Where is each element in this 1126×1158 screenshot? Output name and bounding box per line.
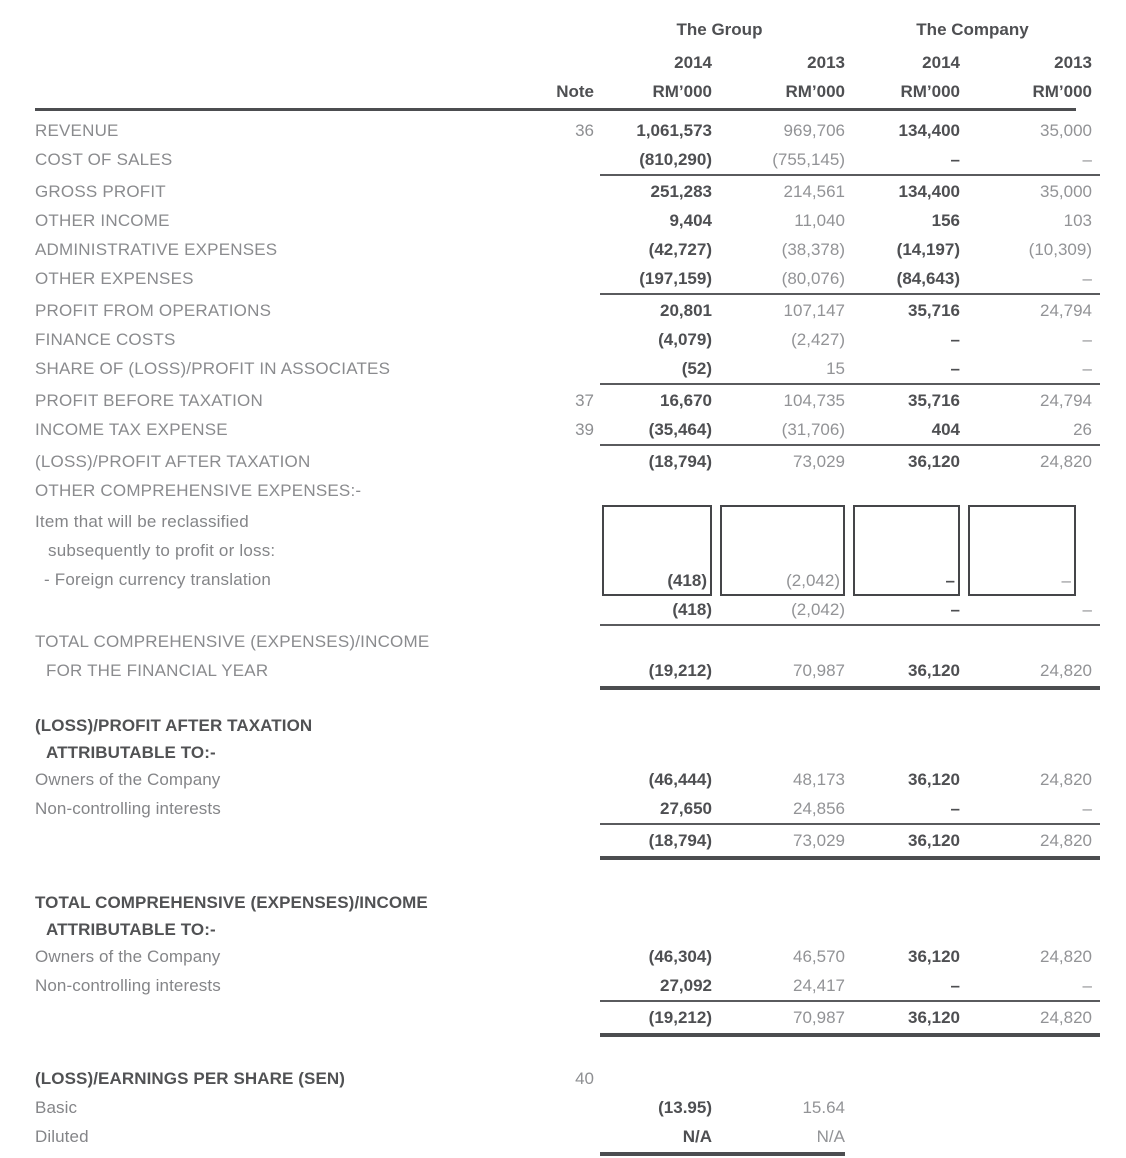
total-rule	[600, 856, 1100, 860]
value-cell: 214,561	[783, 181, 845, 201]
value-cell: (197,159)	[639, 268, 712, 288]
value-cell: –	[1082, 358, 1092, 378]
row-label: (LOSS)/PROFIT AFTER TAXATION	[35, 451, 311, 471]
value-cell: –	[1082, 329, 1092, 349]
value-box-cell	[845, 505, 960, 596]
table-row	[35, 888, 1126, 917]
value-cell: N/A	[816, 1126, 845, 1146]
table-row	[35, 627, 1126, 656]
table-row	[35, 235, 1126, 264]
value-cell: 24,820	[1040, 830, 1092, 850]
header-group-row	[35, 12, 1126, 48]
section-heading: ATTRIBUTABLE TO:-	[46, 919, 216, 939]
value-cell: (19,212)	[648, 660, 712, 680]
table-row	[35, 826, 1126, 855]
section-heading: (LOSS)/PROFIT AFTER TAXATION	[35, 715, 313, 735]
column-rule	[600, 293, 1100, 295]
value-cell: (18,794)	[648, 830, 712, 850]
table-row	[35, 1003, 1126, 1032]
value-cell: 36,120	[908, 1007, 960, 1027]
value-cell: (810,290)	[639, 149, 712, 169]
row-label: Diluted	[35, 1126, 89, 1146]
table-row	[35, 1122, 1126, 1151]
value-cell: 24,820	[1040, 451, 1092, 471]
value-cell: –	[1082, 268, 1092, 288]
table-row	[35, 740, 1126, 765]
value-cell: 70,987	[793, 1007, 845, 1027]
section-heading: (LOSS)/EARNINGS PER SHARE (SEN)	[35, 1068, 346, 1088]
row-label: FINANCE COSTS	[35, 329, 176, 349]
row-label: PROFIT BEFORE TAXATION	[35, 390, 263, 410]
row-label: Basic	[35, 1097, 78, 1117]
note-value: 40	[575, 1068, 594, 1088]
value-cell: N/A	[682, 1126, 712, 1146]
column-rule	[600, 624, 1100, 626]
value-box	[602, 505, 712, 596]
value-cell: 24,856	[793, 798, 845, 818]
table-row	[35, 386, 1126, 415]
year-header: 2014	[674, 52, 712, 72]
value-cell: 24,794	[1040, 390, 1092, 410]
value-cell: 104,735	[783, 390, 845, 410]
value-cell: 24,820	[1040, 660, 1092, 680]
value-cell: 16,670	[660, 390, 712, 410]
value-cell: 20,801	[660, 300, 712, 320]
table-header	[35, 12, 1126, 116]
value-cell: 35,716	[908, 300, 960, 320]
unit-header: RM’000	[652, 81, 712, 101]
value-cell: –	[945, 571, 955, 590]
table-row	[35, 971, 1126, 1000]
value-cell: (42,727)	[648, 239, 712, 259]
value-cell: 9,404	[669, 210, 712, 230]
table-row	[35, 1064, 1126, 1093]
value-cell: (19,212)	[648, 1007, 712, 1027]
row-label: OTHER INCOME	[35, 210, 170, 230]
value-cell: (418)	[667, 571, 707, 590]
group-header: The Group	[676, 20, 763, 39]
value-cell: (18,794)	[648, 451, 712, 471]
value-cell: (52)	[681, 358, 712, 378]
value-cell: 36,120	[908, 660, 960, 680]
value-box	[853, 505, 960, 596]
value-cell: 35,000	[1040, 181, 1092, 201]
table-row	[35, 177, 1126, 206]
column-rule	[600, 823, 1100, 825]
value-cell: 24,794	[1040, 300, 1092, 320]
value-cell: 36,120	[908, 946, 960, 966]
row-label: COST OF SALES	[35, 149, 173, 169]
column-rule	[600, 1000, 1100, 1002]
unit-header: RM’000	[1032, 81, 1092, 101]
unit-header: RM’000	[900, 81, 960, 101]
row-label: TOTAL COMPREHENSIVE (EXPENSES)/INCOME	[35, 631, 430, 651]
value-box-cell	[712, 505, 845, 596]
value-cell: 27,092	[660, 975, 712, 995]
year-header: 2013	[1054, 52, 1092, 72]
header-rule	[35, 108, 1076, 111]
table-row	[35, 325, 1126, 354]
header-rule-row	[35, 106, 1126, 116]
value-cell: –	[950, 358, 960, 378]
table-row	[35, 476, 1126, 505]
value-cell: –	[950, 149, 960, 169]
value-cell: (13.95)	[658, 1097, 712, 1117]
value-cell: (38,378)	[781, 239, 845, 259]
table-row	[35, 415, 1126, 444]
value-cell: –	[1061, 571, 1071, 590]
value-cell: –	[1082, 149, 1092, 169]
table-row	[35, 505, 1126, 595]
value-cell: (14,197)	[896, 239, 960, 259]
value-cell: –	[1082, 975, 1092, 995]
value-cell: 24,820	[1040, 946, 1092, 966]
table-row	[35, 206, 1126, 235]
row-label: PROFIT FROM OPERATIONS	[35, 300, 272, 320]
value-cell: 36,120	[908, 769, 960, 789]
value-cell: (35,464)	[648, 419, 712, 439]
table-row	[35, 1093, 1126, 1122]
value-cell: 15	[826, 358, 845, 378]
table-row	[35, 595, 1126, 624]
value-cell: 36,120	[908, 830, 960, 850]
value-cell: (10,309)	[1028, 239, 1092, 259]
value-box	[968, 505, 1076, 596]
row-label: REVENUE	[35, 120, 119, 140]
value-cell: 27,650	[660, 798, 712, 818]
table-body	[35, 116, 1126, 1157]
value-cell: (31,706)	[781, 419, 845, 439]
value-cell: 73,029	[793, 451, 845, 471]
value-cell: (755,145)	[772, 149, 845, 169]
row-label: SHARE OF (LOSS)/PROFIT IN ASSOCIATES	[35, 358, 391, 378]
value-cell: 969,706	[783, 120, 845, 140]
total-rule	[600, 1033, 1100, 1037]
value-cell: 156	[931, 210, 960, 230]
value-cell: –	[950, 329, 960, 349]
note-value: 37	[575, 390, 594, 410]
value-cell: 404	[931, 419, 960, 439]
table-row	[35, 145, 1126, 174]
row-label: OTHER COMPREHENSIVE EXPENSES:-	[35, 480, 362, 500]
value-cell: 24,820	[1040, 1007, 1092, 1027]
rule-row	[35, 685, 1126, 691]
year-header: 2014	[922, 52, 960, 72]
row-label: OTHER EXPENSES	[35, 268, 194, 288]
table-row	[35, 656, 1126, 685]
value-cell: (46,444)	[648, 769, 712, 789]
value-cell: 134,400	[898, 181, 960, 201]
column-rule	[600, 383, 1100, 385]
value-cell: –	[1082, 798, 1092, 818]
rule-row	[35, 1151, 1126, 1157]
column-rule	[600, 444, 1100, 446]
value-cell: 36,120	[908, 451, 960, 471]
value-cell: (4,079)	[658, 329, 712, 349]
table-row	[35, 942, 1126, 971]
row-label-line: subsequently to profit or loss:	[48, 541, 276, 560]
row-label: ADMINISTRATIVE EXPENSES	[35, 239, 278, 259]
total-rule	[600, 1152, 845, 1156]
note-header: Note	[556, 81, 594, 101]
rule-row	[35, 855, 1126, 861]
table-row	[35, 264, 1126, 293]
row-label: Owners of the Company	[35, 946, 221, 966]
value-cell: 11,040	[794, 210, 845, 230]
company-header: The Company	[916, 20, 1029, 39]
value-cell: 251,283	[650, 181, 712, 201]
value-cell: 103	[1063, 210, 1092, 230]
row-label	[35, 505, 510, 594]
total-rule	[600, 686, 1100, 690]
unit-header: RM’000	[785, 81, 845, 101]
value-cell: 134,400	[898, 120, 960, 140]
table-row	[35, 917, 1126, 942]
value-cell: 46,570	[793, 946, 845, 966]
header-year-row	[35, 48, 1126, 77]
value-cell: 1,061,573	[636, 120, 712, 140]
value-cell: 73,029	[793, 830, 845, 850]
value-cell: (46,304)	[648, 946, 712, 966]
value-cell: 48,173	[793, 769, 845, 789]
row-label: GROSS PROFIT	[35, 181, 166, 201]
row-label: FOR THE FINANCIAL YEAR	[46, 660, 269, 680]
value-cell: –	[950, 975, 960, 995]
column-rule	[600, 174, 1100, 176]
table-row	[35, 765, 1126, 794]
value-cell: (2,042)	[791, 599, 845, 619]
value-cell: (84,643)	[896, 268, 960, 288]
row-label-line: Item that will be reclassified	[35, 512, 249, 531]
table-row	[35, 794, 1126, 823]
value-box-cell	[960, 505, 1100, 596]
section-heading: ATTRIBUTABLE TO:-	[46, 742, 216, 762]
value-cell: –	[1082, 599, 1092, 619]
value-cell: (418)	[672, 599, 712, 619]
value-cell: 107,147	[783, 300, 845, 320]
value-cell: –	[950, 798, 960, 818]
row-label: INCOME TAX EXPENSE	[35, 419, 228, 439]
section-heading: TOTAL COMPREHENSIVE (EXPENSES)/INCOME	[35, 892, 428, 912]
value-cell: 70,987	[793, 660, 845, 680]
header-unit-row	[35, 77, 1126, 106]
value-cell: –	[950, 599, 960, 619]
table-row	[35, 711, 1126, 740]
value-cell: 24,417	[793, 975, 845, 995]
value-cell: 35,000	[1040, 120, 1092, 140]
row-label-line: - Foreign currency translation	[44, 570, 272, 589]
value-box-cell	[594, 505, 712, 596]
value-cell: (2,427)	[791, 329, 845, 349]
value-cell: 24,820	[1040, 769, 1092, 789]
row-label: Non-controlling interests	[35, 798, 221, 818]
table-row	[35, 354, 1126, 383]
rule-row	[35, 1032, 1126, 1038]
year-header: 2013	[807, 52, 845, 72]
table-row	[35, 447, 1126, 476]
note-value: 36	[575, 120, 594, 140]
row-label: Owners of the Company	[35, 769, 221, 789]
row-label: Non-controlling interests	[35, 975, 221, 995]
value-box	[720, 505, 845, 596]
value-cell: 35,716	[908, 390, 960, 410]
value-cell: 15.64	[802, 1097, 845, 1117]
value-cell: (80,076)	[781, 268, 845, 288]
table-row	[35, 296, 1126, 325]
note-value: 39	[575, 419, 594, 439]
value-cell: (2,042)	[786, 571, 840, 590]
value-cell: 26	[1073, 419, 1092, 439]
table-row	[35, 116, 1126, 145]
